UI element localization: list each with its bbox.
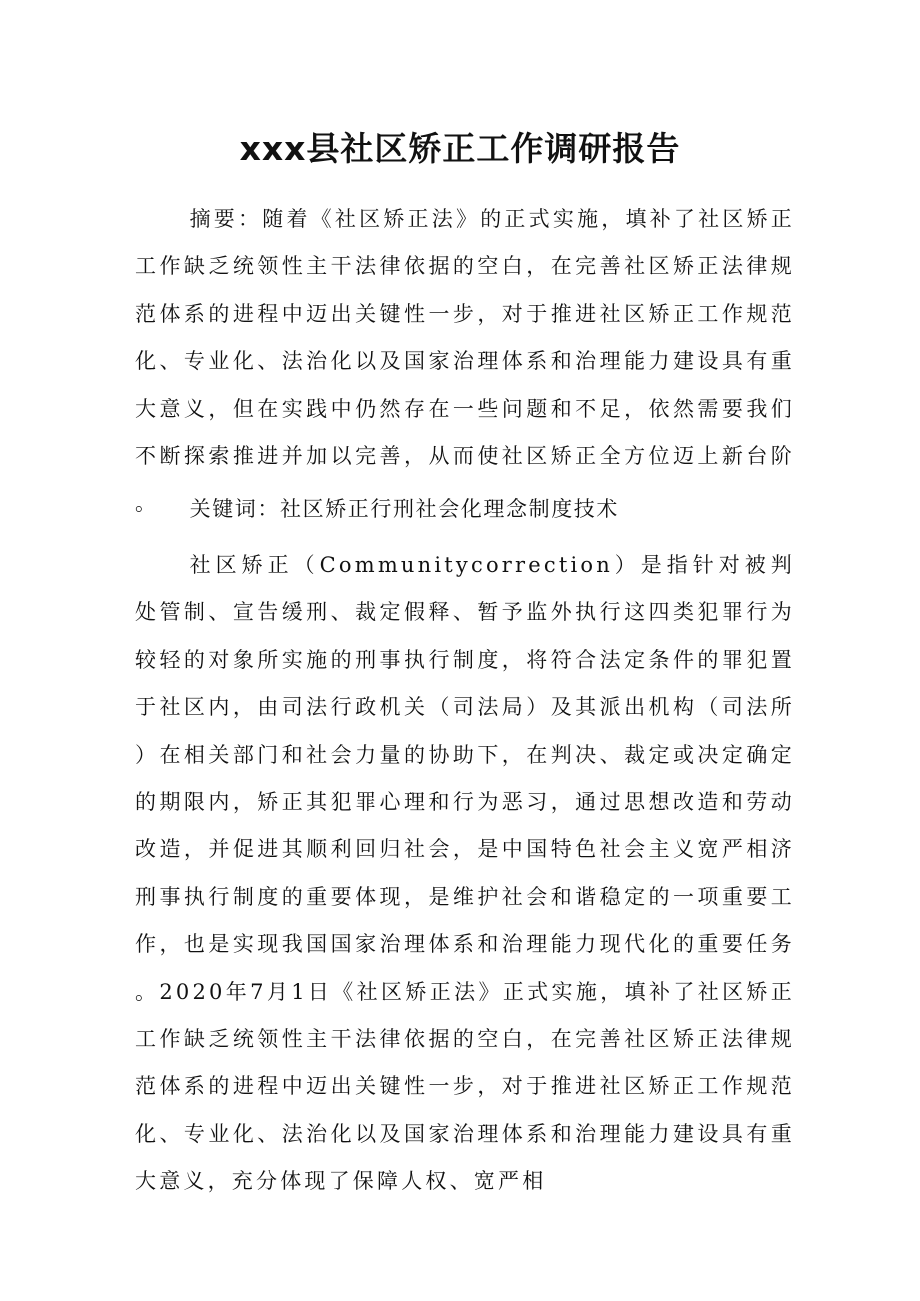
document-title: xxx县社区矫正工作调研报告 — [239, 129, 681, 168]
body-paragraph: 社区矫正（Communitycorrection）是指针对被判处管制、宣告缓刑、裁定假释、暂予监外执行这四类犯罪行为较轻的对象所实施的刑事执行制度，将符合法定条件的罪犯置于社区内，由司法行政机关（司法局）及其派出机构（司法所）在相关部门和社会力量的协助下，在判决、裁定或决定确定的期限内，矫正其犯罪心理和行为恶习，通过思想改造和劳动改造，并促进其顺利回归社会，是中国特色社会主义宽严相济刑事执行制度的重要体现，是维护社会和谐稳定的一项重要工作，也是实现我国国家治理体系和治理能力现代化的重要任务。2020年7月1日《社区矫正法》正式实施，填补了社区矫正工作缺乏统领性主干法律依据的空白，在完善社区矫正法律规范体系的进程中迈出关键性一步，对于推进社区矫正工作规范化、专业化、法治化以及国家治理体系和治理能力建设具有重大意义，充分体现了保障人权、宽严相 — [135, 553, 795, 1194]
abstract-paragraph: 摘要：随着《社区矫正法》的正式实施，填补了社区矫正工作缺乏统领性主干法律依据的空白，在完善社区矫正法律规范体系的进程中迈出关键性一步，对于推进社区矫正工作规范化、专业化、法治化以及国家治理体系和治理能力建设具有重大意义，但在实践中仍然存在一些问题和不足，依然需要我们不断探索推进并加以完善，从而使社区矫正全方位迈上新台阶。 — [135, 207, 795, 516]
keywords-line: 关键词：社区矫正行刑社会化理念制度技术 — [189, 497, 619, 521]
